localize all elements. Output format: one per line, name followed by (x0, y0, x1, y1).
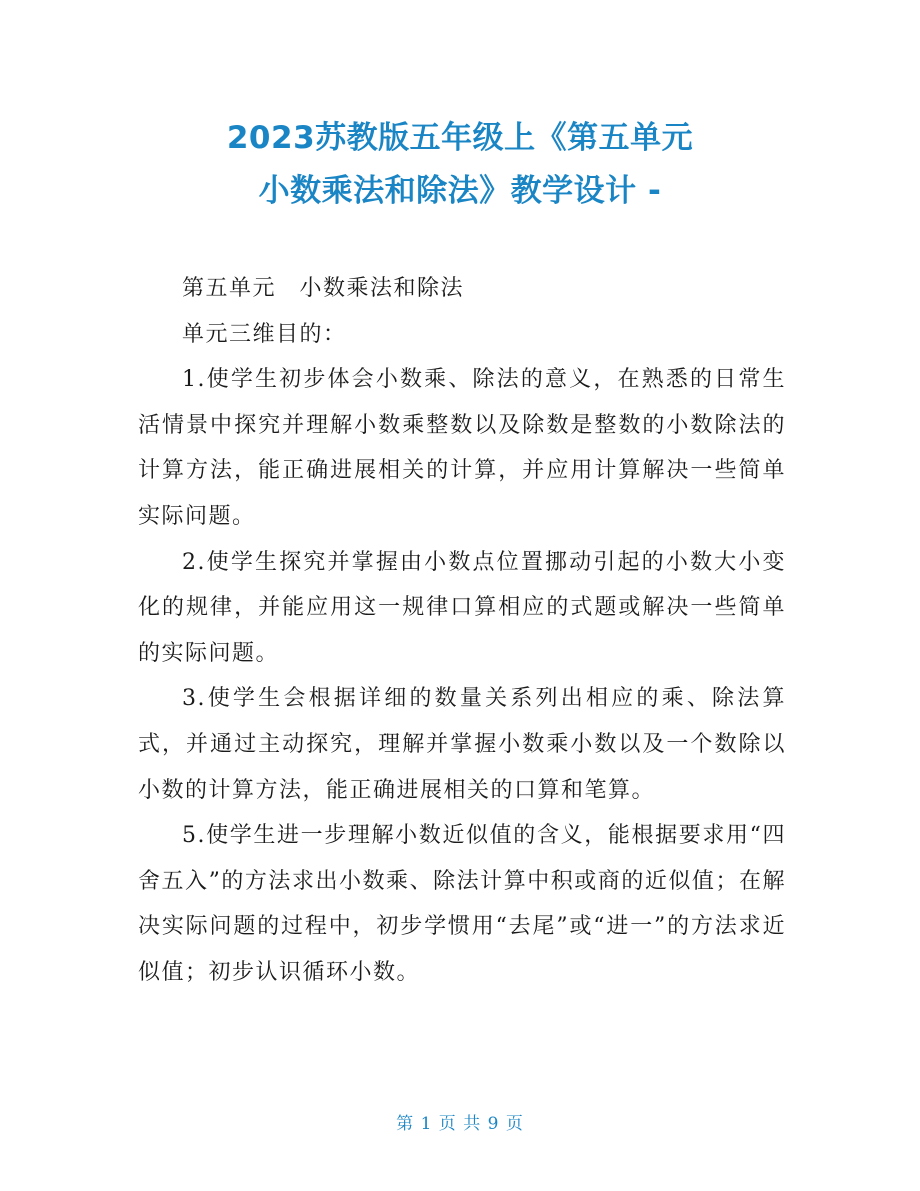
document-title-line-1: 2023苏教版五年级上《第五单元 (226, 120, 694, 156)
objective-paragraph-5: 5.使学生进一步理解小数近似值的含义，能根据要求用“四舍五入”的方法求出小数乘、除法计算中积或商的近似值；在解决实际问题的过程中，初步学惯用“去尾”或“进一”的方法求近似值；初步认识循环小数。 (138, 823, 786, 985)
objective-paragraph-1: 1.使学生初步体会小数乘、除法的意义，在熟悉的日常生活情景中探究并理解小数乘整数以及除数是整数的小数除法的计算方法，能正确进展相关的计算，并应用计算解决一些简单实际问题。 (138, 367, 786, 529)
objectives-heading: 单元三维目的： (182, 321, 347, 347)
document-title-line-2: 小数乘法和除法》教学设计 - (258, 173, 662, 209)
objective-paragraph-3: 3.使学生会根据详细的数量关系列出相应的乘、除法算式，并通过主动探究，理解并掌握小数乘小数以及一个数除以小数的计算方法，能正确进展相关的口算和笔算。 (138, 686, 786, 803)
section-heading: 第五单元 小数乘法和除法 (182, 276, 465, 301)
objective-paragraph-2: 2.使学生探究并掌握由小数点位置挪动引起的小数大小变化的规律，并能应用这一规律口算相应的式题或解决一些简单的实际问题。 (138, 549, 786, 666)
page-footer: 第 1 页 共 9 页 (396, 1114, 524, 1134)
document-body (138, 266, 786, 996)
